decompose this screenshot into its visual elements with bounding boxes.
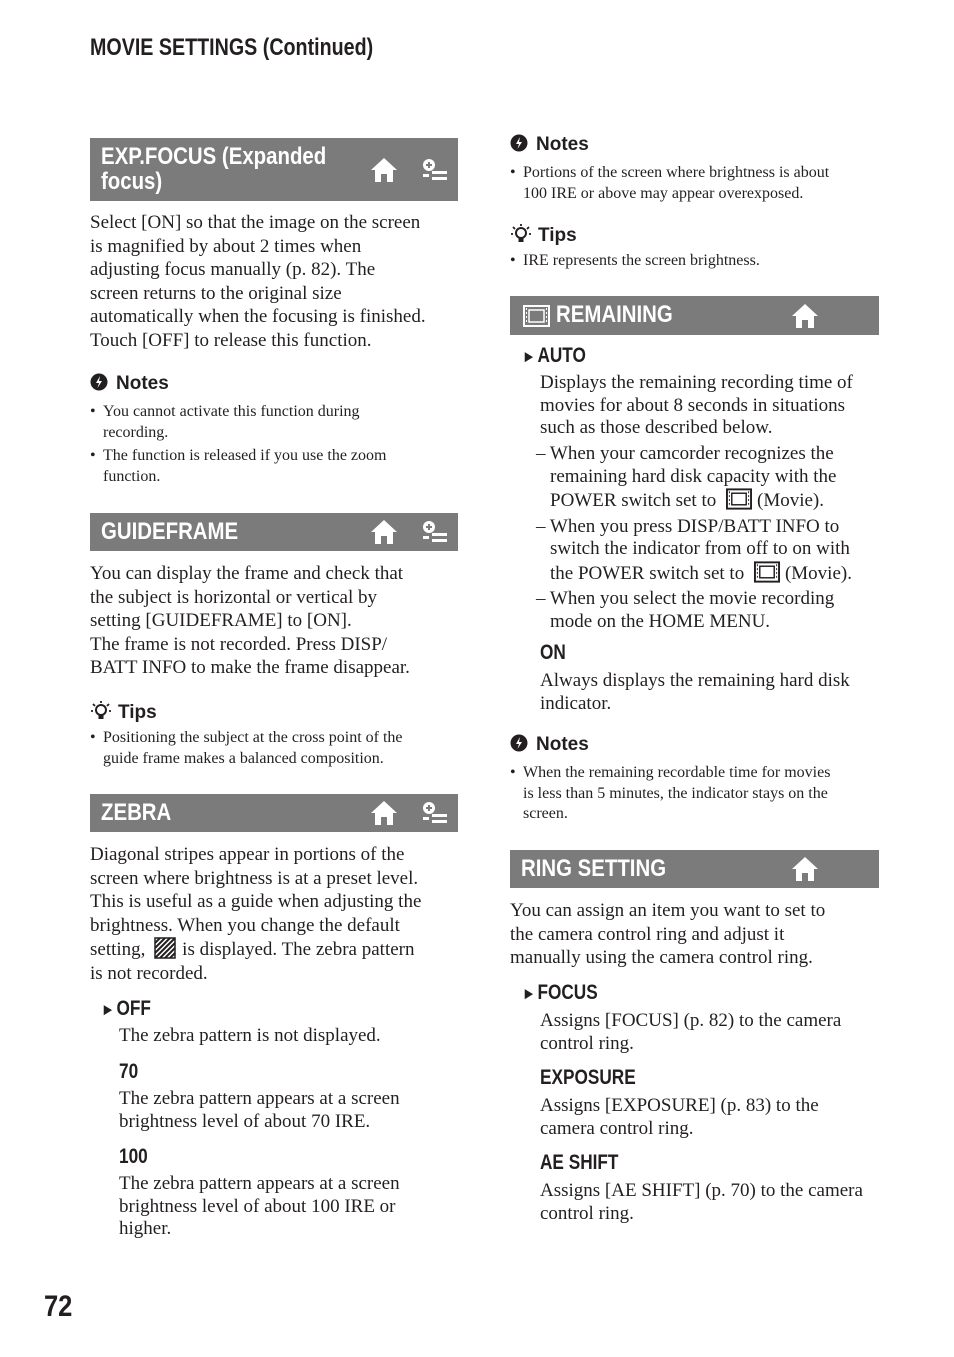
option-ae-shift: AE SHIFT — [540, 1151, 619, 1174]
list-item: – When you select the movie recording mode on the HOME MENU. — [536, 588, 835, 632]
running-head: MOVIE SETTINGS (Continued) — [90, 34, 374, 61]
settings-list-icon — [422, 801, 448, 825]
section-title-remaining: REMAINING — [556, 301, 673, 328]
zebra-notes — [510, 163, 880, 204]
guideframe-body: You can display the frame and check that the subject is horizontal or vertical by setting [GUIDEFRAME] to [ON]. The frame is not recorded. Press DISP/ BATT INFO to make the frame disappear. — [90, 563, 410, 679]
remaining-notes — [510, 763, 882, 825]
home-icon — [370, 800, 398, 826]
caution-icon — [510, 134, 528, 152]
list-item: • The function is released if you use the zoom function. — [90, 446, 460, 487]
expfocus-notes — [90, 402, 460, 487]
tips-heading: Tips — [510, 223, 577, 247]
tips-heading: Tips — [90, 700, 157, 724]
option-focus: ►FOCUS — [522, 981, 598, 1004]
section-bar-guideframe — [90, 513, 458, 551]
ring-body: You can assign an item you want to set to the camera control ring and adjust it manually using the camera control ring. — [510, 900, 826, 969]
page-number: 72 — [44, 1290, 73, 1323]
section-title-zebra: ZEBRA — [101, 799, 172, 826]
option-100: 100 — [119, 1145, 148, 1168]
section-bar-expfocus — [90, 138, 458, 201]
list-item: • Positioning the subject at the cross point of the guide frame makes a balanced composition. — [90, 728, 460, 769]
option-on: ON — [540, 641, 566, 664]
option-off-desc: The zebra pattern is not displayed. — [119, 1025, 381, 1046]
notes-heading: Notes — [510, 134, 589, 156]
settings-list-icon — [422, 158, 448, 182]
guideframe-tips — [90, 728, 460, 769]
list-item: • You cannot activate this function during recording. — [90, 402, 460, 443]
option-auto-desc: Displays the remaining recording time of movies for about 8 seconds in situations such as those described below. — [540, 372, 853, 438]
home-icon — [370, 157, 398, 183]
option-off: ►OFF — [101, 997, 151, 1020]
zebra-tips — [510, 251, 880, 272]
list-item: • When the remaining recordable time for movies is less than 5 minutes, the indicator stays on the screen. — [510, 763, 882, 825]
home-icon — [370, 519, 398, 545]
option-100-desc: The zebra pattern appears at a screen brightness level of about 100 IRE or higher. — [119, 1173, 400, 1239]
option-focus-desc: Assigns [FOCUS] (p. 82) to the camera control ring. — [540, 1010, 842, 1054]
settings-list-icon — [422, 520, 448, 544]
caution-icon — [90, 373, 108, 391]
film-icon — [754, 561, 780, 583]
film-icon — [523, 305, 550, 327]
auto-case-list — [536, 443, 881, 633]
lightbulb-icon — [90, 700, 112, 722]
option-exposure: EXPOSURE — [540, 1066, 636, 1089]
list-item: • Portions of the screen where brightness is about 100 IRE or above may appear overexposed. — [510, 163, 880, 204]
section-bar-remaining — [510, 296, 879, 335]
section-title-guideframe: GUIDEFRAME — [101, 518, 239, 545]
option-auto: ►AUTO — [522, 344, 586, 367]
caution-icon — [510, 734, 528, 752]
notes-heading: Notes — [510, 734, 589, 756]
film-icon — [726, 488, 752, 510]
section-title-ring-setting: RING SETTING — [521, 855, 667, 882]
home-icon — [791, 856, 819, 882]
zebra-pattern-icon — [154, 937, 176, 959]
section-bar-ring-setting — [510, 850, 879, 888]
lightbulb-icon — [510, 223, 532, 245]
zebra-body: Diagonal stripes appear in portions of the screen where brightness is at a preset level. This is useful as a guide when adjusting the brightness. When you change the default setting, is displayed. The zebra pattern is not recorded. — [90, 844, 422, 984]
option-70: 70 — [119, 1060, 139, 1083]
option-ae-shift-desc: Assigns [AE SHIFT] (p. 70) to the camera control ring. — [540, 1180, 863, 1224]
notes-heading: Notes — [90, 373, 169, 395]
section-title-expfocus: EXP.FOCUS (Expanded focus) — [101, 143, 327, 195]
list-item: • IRE represents the screen brightness. — [510, 251, 880, 272]
option-exposure-desc: Assigns [EXPOSURE] (p. 83) to the camera control ring. — [540, 1095, 819, 1139]
option-on-desc: Always displays the remaining hard disk indicator. — [540, 670, 850, 714]
section-bar-zebra — [90, 794, 458, 832]
option-70-desc: The zebra pattern appears at a screen brightness level of about 70 IRE. — [119, 1088, 400, 1132]
expfocus-body: Select [ON] so that the image on the screen is magnified by about 2 times when adjusting focus manually (p. 82). The screen returns to the original size automatically when the focusing is finished. Touch [OFF] to release this function. — [90, 212, 426, 351]
home-icon — [791, 303, 819, 329]
list-item: – When your camcorder recognizes the remaining hard disk capacity with the POWER switch set to (Movie). — [536, 443, 837, 511]
list-item: – When you press DISP/BATT INFO to switch the indicator from off to on with the POWER switch set to (Movie). — [536, 515, 852, 584]
